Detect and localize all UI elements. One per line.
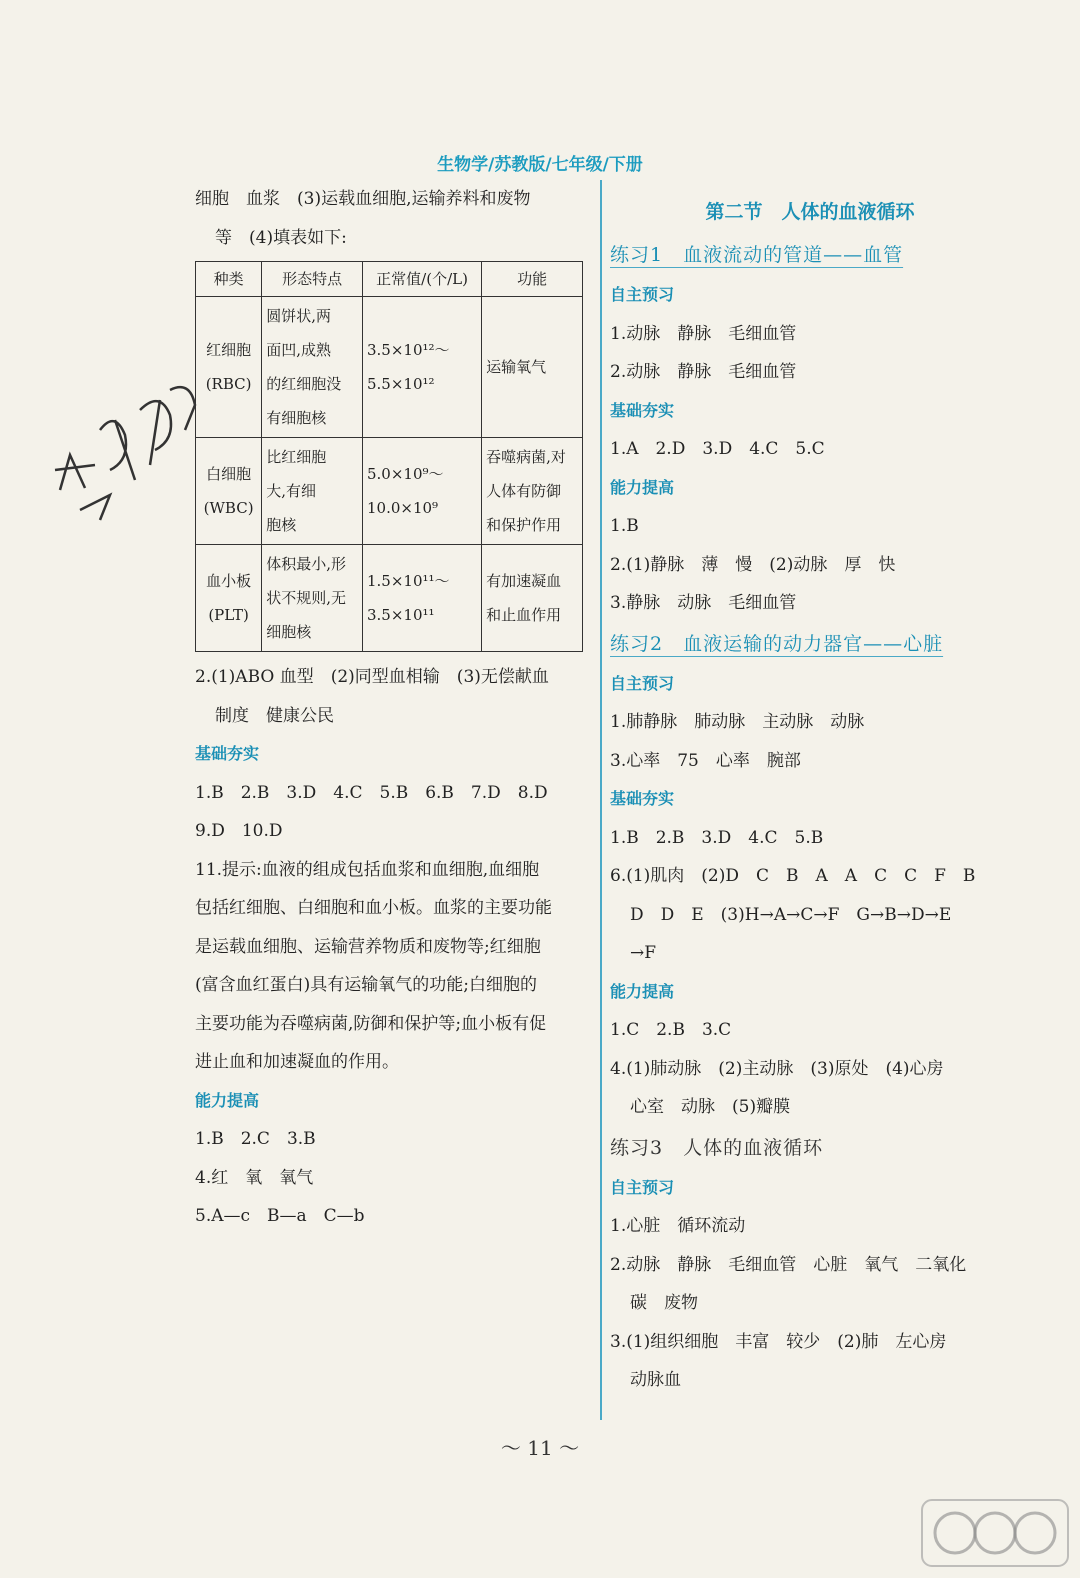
cell-line: 的红细胞没 <box>266 375 342 393</box>
cell-line: 人体有防御 <box>486 482 562 500</box>
hint-line: (富含血红蛋白)具有运输氧气的功能;白细胞的 <box>195 975 537 995</box>
table-header-row <box>196 262 583 297</box>
table-header-cell: 形态特点 <box>262 262 363 297</box>
table-cell <box>262 297 363 438</box>
table-cell <box>196 297 262 438</box>
answer-line: 3.(1)组织细胞 丰富 较少 (2)肺 左心房 <box>610 1331 947 1352</box>
table-cell <box>363 545 482 652</box>
cell-line: 体积最小,形 <box>266 555 346 573</box>
cell-line: 大,有细 <box>266 482 316 500</box>
cell-line: 3.5×10¹²～ <box>367 341 450 359</box>
answer-line: 碳 废物 <box>630 1293 698 1313</box>
section-heading: 基础夯实 <box>610 400 675 420</box>
section-heading: 基础夯实 <box>610 789 675 808</box>
table-cell <box>363 297 482 438</box>
section-heading: 基础夯实 <box>195 744 260 763</box>
page-number: ～ 11 ～ <box>500 1436 580 1460</box>
blood-cell-table <box>195 261 583 652</box>
answer-line: D D E (3)H→A→C→F G→B→D→E <box>630 904 952 925</box>
answer-line: 2.动脉 静脉 毛细血管 心脏 氧气 二氧化 <box>610 1254 967 1275</box>
cell-line: 胞核 <box>266 516 297 534</box>
answer-line: 1.心脏 循环流动 <box>610 1216 746 1236</box>
section-heading: 能力提高 <box>195 1090 260 1110</box>
cell-line: 有细胞核 <box>266 409 327 427</box>
cell-line: 运输氧气 <box>486 358 547 376</box>
answer-line: 1.动脉 静脉 毛细血管 <box>610 323 797 344</box>
answer-line: 2.(1)静脉 薄 慢 (2)动脉 厚 快 <box>610 554 896 575</box>
table-row <box>196 297 583 438</box>
cell-line: 和止血作用 <box>486 606 562 624</box>
table-cell <box>482 545 583 652</box>
table-row <box>196 545 583 652</box>
column-divider <box>600 180 602 1420</box>
table-cell <box>196 545 262 652</box>
answer-line: 1.B <box>610 516 639 536</box>
table-cell <box>363 438 482 545</box>
table-row <box>196 438 583 545</box>
answer-line: 5.A—c B—a C—b <box>195 1206 365 1226</box>
page-header: 生物学/苏教版/七年级/下册 <box>437 155 643 175</box>
section-heading: 能力提高 <box>610 981 675 1001</box>
answer-line: 2.动脉 静脉 毛细血管 <box>610 362 797 382</box>
cell-line: 圆饼状,两 <box>266 307 331 325</box>
answer-line: →F <box>630 943 657 963</box>
cell-line: 5.5×10¹² <box>367 375 435 393</box>
answer-line: 6.(1)肌肉 (2)D C B A A C C F B <box>610 866 976 886</box>
answer-line: 4.(1)肺动脉 (2)主动脉 (3)原处 (4)心房 <box>610 1058 944 1079</box>
cell-line: 面凹,成熟 <box>266 341 331 359</box>
exercise-title <box>610 234 1010 276</box>
watermark-logo-icon <box>920 1498 1070 1568</box>
table-header-cell: 种类 <box>196 262 262 297</box>
answer-line: 动脉血 <box>630 1370 681 1390</box>
hint-line: 是运载血细胞、运输营养物质和废物等;红细胞 <box>195 936 541 957</box>
answer-line: 3.心率 75 心率 腕部 <box>610 750 801 771</box>
chapter-title: 第二节 人体的血液循环 <box>705 201 915 223</box>
intro-line: 等 (4)填表如下: <box>215 227 347 248</box>
answer-line: 1.C 2.B 3.C <box>610 1020 732 1040</box>
table-cell <box>482 297 583 438</box>
exercise-title-text: 练习3 人体的血液循环 <box>610 1136 824 1159</box>
section-heading: 能力提高 <box>610 477 675 497</box>
exercise-title <box>610 623 1010 665</box>
exercise-title <box>610 1127 1010 1169</box>
answer-line: 1.A 2.D 3.D 4.C 5.C <box>610 439 825 459</box>
exercise-title-text: 练习1 血液流动的管道——血管 <box>610 244 904 266</box>
answer-line: 4.红 氧 氧气 <box>195 1167 314 1188</box>
cell-line: 红细胞 <box>206 341 252 359</box>
table-cell <box>262 438 363 545</box>
intro-line: 细胞 血浆 (3)运载血细胞,运输养料和废物 <box>195 189 531 209</box>
answer-line: 9.D 10.D <box>195 821 283 841</box>
right-column <box>610 190 1010 1400</box>
table-cell <box>196 438 262 545</box>
cell-line: 细胞核 <box>266 623 312 641</box>
table-header-cell: 正常值/(个/L) <box>363 262 482 297</box>
cell-line: 5.0×10⁹～ <box>367 465 444 483</box>
hint-line: 11.提示:血液的组成包括血浆和血细胞,血细胞 <box>195 859 540 880</box>
section-heading: 自主预习 <box>610 1177 675 1197</box>
hint-line: 包括红细胞、白细胞和血小板。血浆的主要功能 <box>195 898 552 918</box>
answer-line: 2.(1)ABO 血型 (2)同型血相输 (3)无偿献血 <box>195 667 549 687</box>
cell-line: (PLT) <box>208 606 249 624</box>
answer-line: 1.肺静脉 肺动脉 主动脉 动脉 <box>610 712 865 732</box>
cell-line: 有加速凝血 <box>486 572 562 590</box>
table-cell <box>482 438 583 545</box>
table-cell <box>262 545 363 652</box>
cell-line: 3.5×10¹¹ <box>367 606 435 624</box>
cell-line: 1.5×10¹¹～ <box>367 572 450 590</box>
exercise-title-text: 练习2 血液运输的动力器官——心脏 <box>610 632 944 655</box>
hint-line: 主要功能为吞噬病菌,防御和保护等;血小板有促 <box>195 1013 547 1034</box>
cell-line: 吞噬病菌,对 <box>486 448 566 466</box>
cell-line: 和保护作用 <box>486 516 562 534</box>
answer-line: 心室 动脉 (5)瓣膜 <box>630 1097 791 1117</box>
table-header-cell: 功能 <box>482 262 583 297</box>
cell-line: 状不规则,无 <box>266 589 346 607</box>
hint-line: 进止血和加速凝血的作用。 <box>195 1052 399 1072</box>
cell-line: 10.0×10⁹ <box>367 499 439 517</box>
cell-line: 血小板 <box>206 572 252 590</box>
section-heading: 自主预习 <box>610 285 675 304</box>
cell-line: 比红细胞 <box>266 448 327 466</box>
answer-line: 1.B 2.B 3.D 4.C 5.B 6.B 7.D 8.D <box>195 782 548 803</box>
left-column <box>195 180 590 1236</box>
section-heading: 自主预习 <box>610 673 675 693</box>
answer-line: 制度 健康公民 <box>215 705 334 726</box>
handwriting-scribble <box>40 370 210 530</box>
answer-line: 1.B 2.C 3.B <box>195 1129 316 1149</box>
cell-line: (WBC) <box>203 499 254 517</box>
answer-line: 1.B 2.B 3.D 4.C 5.B <box>610 827 824 848</box>
answer-line: 3.静脉 动脉 毛细血管 <box>610 593 797 613</box>
cell-line: 白细胞 <box>206 465 252 483</box>
cell-line: (RBC) <box>205 375 252 393</box>
